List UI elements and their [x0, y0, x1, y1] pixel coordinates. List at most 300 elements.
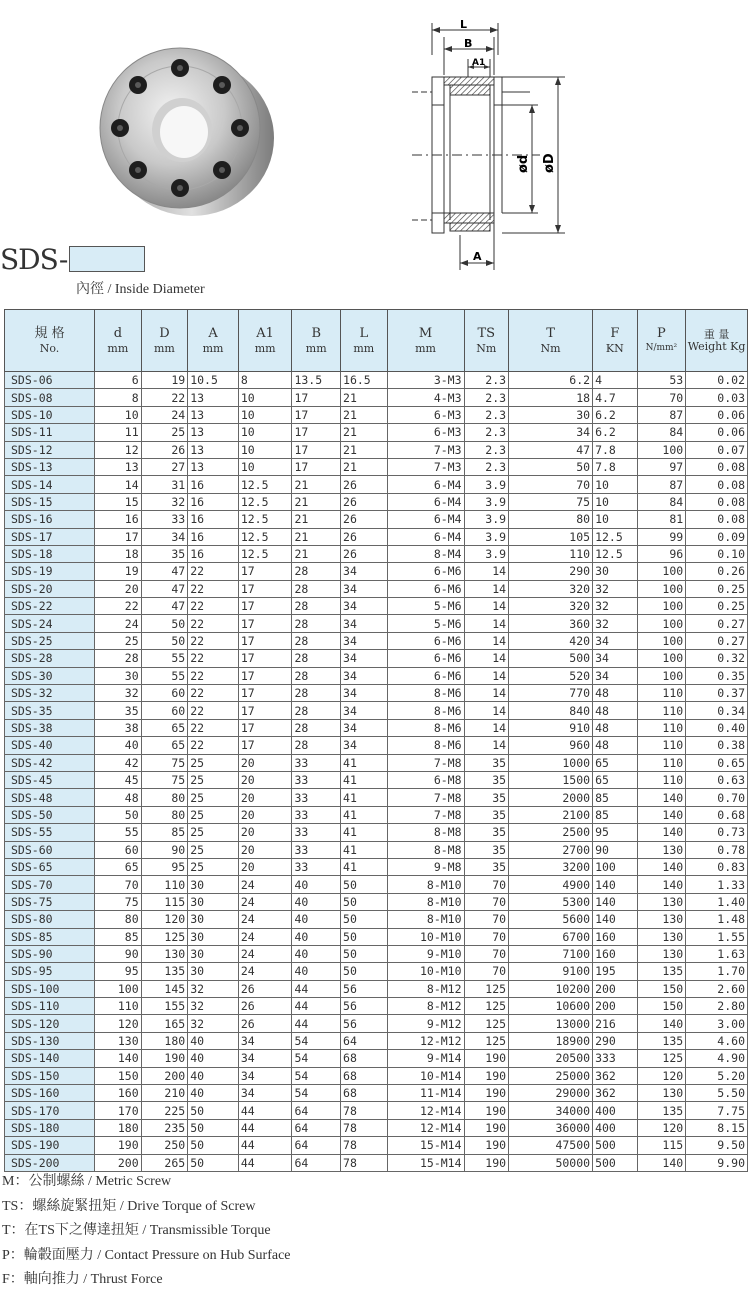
- dim-L-label: L: [460, 18, 468, 31]
- table-cell: 21: [341, 441, 388, 458]
- table-cell: 53: [637, 372, 686, 389]
- table-cell: 110: [637, 771, 686, 788]
- table-cell: 290: [509, 563, 593, 580]
- table-cell: 28: [292, 615, 341, 632]
- table-cell: 13.5: [292, 372, 341, 389]
- table-cell: 333: [593, 1050, 638, 1067]
- table-cell: 34: [238, 1085, 292, 1102]
- table-cell: 33: [292, 771, 341, 788]
- model-number-cell: SDS-55: [5, 824, 95, 841]
- table-cell: 26: [341, 493, 388, 510]
- table-cell: 34: [341, 563, 388, 580]
- table-cell: 10: [238, 406, 292, 423]
- table-cell: 25: [188, 858, 239, 875]
- table-cell: 9-M8: [387, 858, 464, 875]
- table-cell: 17: [95, 528, 142, 545]
- table-cell: 0.07: [686, 441, 748, 458]
- header-unit: mm: [153, 341, 175, 355]
- table-cell: 28: [292, 719, 341, 736]
- table-cell: 54: [292, 1067, 341, 1084]
- table-cell: 48: [593, 719, 638, 736]
- model-number-cell: SDS-48: [5, 789, 95, 806]
- table-cell: 9-M10: [387, 945, 464, 962]
- table-row: [5, 1015, 748, 1032]
- table-cell: 0.27: [686, 632, 748, 649]
- model-number-cell: SDS-13: [5, 458, 95, 475]
- table-cell: 0.78: [686, 841, 748, 858]
- table-cell: 8-M8: [387, 824, 464, 841]
- table-cell: 65: [141, 737, 188, 754]
- table-cell: 110: [141, 876, 188, 893]
- table-cell: 80: [95, 911, 142, 928]
- table-cell: 33: [292, 858, 341, 875]
- table-cell: 35: [464, 858, 509, 875]
- table-cell: 12-M12: [387, 1032, 464, 1049]
- table-cell: 160: [95, 1085, 142, 1102]
- table-cell: 6-M6: [387, 563, 464, 580]
- table-row: [5, 1102, 748, 1119]
- table-cell: 4.7: [593, 389, 638, 406]
- table-cell: 8-M4: [387, 545, 464, 562]
- table-cell: 17: [238, 632, 292, 649]
- table-cell: 110: [637, 737, 686, 754]
- table-cell: 15-M14: [387, 1137, 464, 1154]
- table-cell: 45: [95, 771, 142, 788]
- table-cell: 12.5: [238, 545, 292, 562]
- table-cell: 13000: [509, 1015, 593, 1032]
- table-cell: 360: [509, 615, 593, 632]
- table-cell: 35: [141, 545, 188, 562]
- table-cell: 20: [238, 806, 292, 823]
- table-cell: 40: [188, 1032, 239, 1049]
- table-cell: 18900: [509, 1032, 593, 1049]
- table-cell: 150: [95, 1067, 142, 1084]
- table-cell: 26: [238, 998, 292, 1015]
- table-cell: 34: [341, 615, 388, 632]
- table-cell: 13: [188, 424, 239, 441]
- header-main: M: [418, 325, 433, 341]
- table-cell: 34: [238, 1050, 292, 1067]
- table-cell: 120: [637, 1119, 686, 1136]
- table-cell: 90: [95, 945, 142, 962]
- table-cell: 34: [593, 667, 638, 684]
- table-cell: 25: [188, 824, 239, 841]
- table-row: [5, 928, 748, 945]
- table-cell: 125: [637, 1050, 686, 1067]
- table-cell: 10: [238, 424, 292, 441]
- table-cell: 6-M3: [387, 424, 464, 441]
- table-cell: 140: [95, 1050, 142, 1067]
- table-cell: 110: [95, 998, 142, 1015]
- table-cell: 50: [341, 963, 388, 980]
- table-row: [5, 824, 748, 841]
- table-cell: 70: [464, 928, 509, 945]
- table-cell: 320: [509, 580, 593, 597]
- model-number-cell: SDS-30: [5, 667, 95, 684]
- table-cell: 78: [341, 1119, 388, 1136]
- table-cell: 64: [292, 1137, 341, 1154]
- table-cell: 28: [292, 563, 341, 580]
- table-cell: 30: [188, 945, 239, 962]
- table-cell: 35: [464, 754, 509, 771]
- table-cell: 30: [188, 911, 239, 928]
- table-cell: 40: [188, 1085, 239, 1102]
- table-cell: 26: [341, 545, 388, 562]
- table-cell: 95: [141, 858, 188, 875]
- table-cell: 17: [238, 719, 292, 736]
- model-code: [0, 243, 145, 276]
- table-cell: 17: [238, 563, 292, 580]
- table-cell: 0.37: [686, 685, 748, 702]
- table-cell: 120: [637, 1067, 686, 1084]
- table-row: [5, 389, 748, 406]
- table-row: [5, 372, 748, 389]
- header-unit: mm: [353, 341, 375, 355]
- table-cell: 8-M6: [387, 737, 464, 754]
- table-cell: 80: [141, 806, 188, 823]
- table-cell: 50: [141, 615, 188, 632]
- table-cell: 17: [238, 580, 292, 597]
- table-cell: 2500: [509, 824, 593, 841]
- table-cell: 90: [593, 841, 638, 858]
- table-cell: 0.83: [686, 858, 748, 875]
- table-cell: 60: [141, 702, 188, 719]
- table-cell: 3.00: [686, 1015, 748, 1032]
- table-cell: 16: [188, 528, 239, 545]
- table-cell: 50: [341, 893, 388, 910]
- table-cell: 100: [637, 580, 686, 597]
- table-cell: 30: [188, 876, 239, 893]
- table-cell: 35: [464, 824, 509, 841]
- table-cell: 110: [509, 545, 593, 562]
- table-cell: 0.38: [686, 737, 748, 754]
- table-cell: 28: [292, 667, 341, 684]
- table-cell: 32: [188, 1015, 239, 1032]
- table-cell: 50: [509, 458, 593, 475]
- table-cell: 130: [637, 928, 686, 945]
- table-cell: 130: [637, 893, 686, 910]
- table-cell: 40: [188, 1050, 239, 1067]
- table-cell: 130: [637, 945, 686, 962]
- table-cell: 50: [188, 1102, 239, 1119]
- table-cell: 68: [341, 1067, 388, 1084]
- model-number-cell: SDS-45: [5, 771, 95, 788]
- model-number-cell: SDS-160: [5, 1085, 95, 1102]
- table-cell: 24: [238, 876, 292, 893]
- header-unit: mm: [305, 341, 327, 355]
- table-cell: 25: [188, 806, 239, 823]
- table-cell: 21: [341, 406, 388, 423]
- table-cell: 0.08: [686, 476, 748, 493]
- table-cell: 0.70: [686, 789, 748, 806]
- table-cell: 50: [141, 632, 188, 649]
- table-cell: 3200: [509, 858, 593, 875]
- table-cell: 50: [188, 1154, 239, 1171]
- table-cell: 12.5: [238, 476, 292, 493]
- table-cell: 41: [341, 789, 388, 806]
- table-cell: 44: [238, 1119, 292, 1136]
- table-cell: 8-M6: [387, 719, 464, 736]
- table-cell: 44: [292, 980, 341, 997]
- table-cell: 40: [292, 893, 341, 910]
- table-cell: 6.2: [509, 372, 593, 389]
- table-cell: 20: [238, 754, 292, 771]
- table-cell: 130: [95, 1032, 142, 1049]
- model-number-cell: SDS-80: [5, 911, 95, 928]
- table-cell: 8-M12: [387, 998, 464, 1015]
- header-main: 重 量: [703, 327, 730, 341]
- model-number-cell: SDS-200: [5, 1154, 95, 1171]
- table-cell: 16: [188, 545, 239, 562]
- table-cell: 0.08: [686, 511, 748, 528]
- table-cell: 70: [509, 476, 593, 493]
- table-cell: 7-M3: [387, 458, 464, 475]
- table-cell: 35: [464, 806, 509, 823]
- table-cell: 18: [95, 545, 142, 562]
- table-cell: 190: [95, 1137, 142, 1154]
- table-cell: 840: [509, 702, 593, 719]
- table-cell: 97: [637, 458, 686, 475]
- table-cell: 22: [188, 650, 239, 667]
- table-row: [5, 911, 748, 928]
- table-cell: 110: [637, 719, 686, 736]
- table-cell: 34: [141, 528, 188, 545]
- table-cell: 100: [637, 667, 686, 684]
- table-cell: 12.5: [238, 493, 292, 510]
- table-cell: 6-M4: [387, 493, 464, 510]
- table-cell: 0.35: [686, 667, 748, 684]
- table-cell: 362: [593, 1085, 638, 1102]
- table-cell: 14: [464, 580, 509, 597]
- table-cell: 180: [141, 1032, 188, 1049]
- table-cell: 17: [238, 685, 292, 702]
- table-cell: 54: [292, 1050, 341, 1067]
- table-cell: 12.5: [238, 511, 292, 528]
- table-row: [5, 876, 748, 893]
- table-cell: 8-M6: [387, 702, 464, 719]
- table-cell: 26: [341, 476, 388, 493]
- table-cell: 33: [141, 511, 188, 528]
- table-cell: 8-M10: [387, 911, 464, 928]
- table-cell: 13: [188, 441, 239, 458]
- table-cell: 24: [238, 963, 292, 980]
- table-row: [5, 771, 748, 788]
- table-cell: 44: [292, 998, 341, 1015]
- table-cell: 17: [238, 615, 292, 632]
- table-cell: 44: [238, 1137, 292, 1154]
- model-number-cell: SDS-06: [5, 372, 95, 389]
- table-cell: 65: [141, 719, 188, 736]
- table-cell: 1.63: [686, 945, 748, 962]
- table-cell: 28: [95, 650, 142, 667]
- table-cell: 190: [464, 1154, 509, 1171]
- model-number-cell: SDS-22: [5, 598, 95, 615]
- table-cell: 47: [141, 598, 188, 615]
- table-cell: 8: [95, 389, 142, 406]
- header-cell: [464, 310, 509, 372]
- table-cell: 5.50: [686, 1085, 748, 1102]
- table-cell: 6-M4: [387, 511, 464, 528]
- table-cell: 22: [141, 389, 188, 406]
- table-cell: 2000: [509, 789, 593, 806]
- table-cell: 130: [141, 945, 188, 962]
- table-cell: 90: [141, 841, 188, 858]
- model-number-cell: SDS-85: [5, 928, 95, 945]
- table-cell: 70: [464, 893, 509, 910]
- header-cell: [141, 310, 188, 372]
- table-cell: 17: [292, 406, 341, 423]
- table-cell: 12: [95, 441, 142, 458]
- table-cell: 200: [593, 998, 638, 1015]
- model-number-cell: SDS-24: [5, 615, 95, 632]
- table-cell: 8-M8: [387, 841, 464, 858]
- table-cell: 22: [188, 737, 239, 754]
- table-cell: 140: [593, 893, 638, 910]
- table-row: [5, 893, 748, 910]
- table-row: [5, 998, 748, 1015]
- header-cell: [637, 310, 686, 372]
- table-row: [5, 528, 748, 545]
- model-number-cell: SDS-20: [5, 580, 95, 597]
- table-cell: 7-M8: [387, 754, 464, 771]
- table-cell: 250: [141, 1137, 188, 1154]
- table-cell: 47: [141, 580, 188, 597]
- table-cell: 165: [141, 1015, 188, 1032]
- table-cell: 17: [292, 458, 341, 475]
- table-cell: 22: [188, 719, 239, 736]
- header-main: A1: [256, 325, 274, 341]
- header-cell: [95, 310, 142, 372]
- table-cell: 34: [341, 685, 388, 702]
- table-cell: 78: [341, 1154, 388, 1171]
- table-cell: 1500: [509, 771, 593, 788]
- table-cell: 30: [188, 893, 239, 910]
- model-number-cell: SDS-16: [5, 511, 95, 528]
- table-cell: 17: [292, 389, 341, 406]
- table-cell: 125: [464, 1015, 509, 1032]
- model-number-cell: SDS-28: [5, 650, 95, 667]
- table-cell: 125: [464, 1032, 509, 1049]
- table-cell: 38: [95, 719, 142, 736]
- table-cell: 5-M6: [387, 615, 464, 632]
- table-cell: 14: [464, 615, 509, 632]
- model-number-cell: SDS-08: [5, 389, 95, 406]
- table-cell: 70: [464, 876, 509, 893]
- table-cell: 30: [509, 406, 593, 423]
- table-cell: 200: [593, 980, 638, 997]
- table-cell: 2.60: [686, 980, 748, 997]
- table-cell: 34: [593, 632, 638, 649]
- table-cell: 70: [637, 389, 686, 406]
- table-cell: 22: [188, 632, 239, 649]
- table-cell: 110: [637, 702, 686, 719]
- table-cell: 14: [464, 650, 509, 667]
- table-cell: 21: [292, 511, 341, 528]
- table-cell: 11: [95, 424, 142, 441]
- table-cell: 14: [95, 476, 142, 493]
- table-row: [5, 719, 748, 736]
- table-cell: 50: [188, 1119, 239, 1136]
- table-row: [5, 945, 748, 962]
- table-cell: 150: [637, 998, 686, 1015]
- table-row: [5, 858, 748, 875]
- table-cell: 6.2: [593, 424, 638, 441]
- table-cell: 30: [188, 928, 239, 945]
- table-cell: 41: [341, 858, 388, 875]
- table-cell: 2.3: [464, 441, 509, 458]
- header-main: d: [113, 325, 123, 341]
- table-cell: 22: [188, 598, 239, 615]
- table-row: [5, 580, 748, 597]
- table-row: [5, 458, 748, 475]
- model-number-cell: SDS-14: [5, 476, 95, 493]
- model-number-cell: SDS-42: [5, 754, 95, 771]
- table-cell: 75: [509, 493, 593, 510]
- table-cell: 50000: [509, 1154, 593, 1171]
- header-main: B: [311, 325, 322, 341]
- table-cell: 0.25: [686, 598, 748, 615]
- spec-table-header: [5, 310, 748, 372]
- table-cell: 6-M8: [387, 771, 464, 788]
- table-cell: 41: [341, 806, 388, 823]
- table-cell: 0.02: [686, 372, 748, 389]
- table-cell: 9.90: [686, 1154, 748, 1171]
- table-cell: 48: [593, 737, 638, 754]
- table-cell: 34: [341, 702, 388, 719]
- table-cell: 500: [509, 650, 593, 667]
- table-cell: 75: [141, 754, 188, 771]
- table-cell: 2.3: [464, 389, 509, 406]
- table-cell: 960: [509, 737, 593, 754]
- table-cell: 14: [464, 667, 509, 684]
- model-number-cell: SDS-17: [5, 528, 95, 545]
- table-cell: 34: [341, 719, 388, 736]
- table-cell: 18: [509, 389, 593, 406]
- table-cell: 10: [593, 493, 638, 510]
- table-cell: 100: [593, 858, 638, 875]
- table-row: [5, 841, 748, 858]
- table-row: [5, 789, 748, 806]
- table-cell: 16.5: [341, 372, 388, 389]
- header-cell: [341, 310, 388, 372]
- table-cell: 68: [341, 1085, 388, 1102]
- table-cell: 7-M8: [387, 789, 464, 806]
- model-number-cell: SDS-95: [5, 963, 95, 980]
- table-cell: 60: [95, 841, 142, 858]
- table-cell: 6.2: [593, 406, 638, 423]
- table-cell: 70: [95, 876, 142, 893]
- table-cell: 2.3: [464, 458, 509, 475]
- table-cell: 0.25: [686, 580, 748, 597]
- table-row: [5, 754, 748, 771]
- table-cell: 27: [141, 458, 188, 475]
- table-cell: 0.40: [686, 719, 748, 736]
- table-cell: 25: [188, 771, 239, 788]
- table-cell: 14: [464, 719, 509, 736]
- table-cell: 40: [292, 928, 341, 945]
- table-cell: 140: [637, 789, 686, 806]
- table-cell: 21: [341, 389, 388, 406]
- table-cell: 87: [637, 406, 686, 423]
- table-cell: 68: [341, 1050, 388, 1067]
- table-row: [5, 667, 748, 684]
- table-cell: 48: [593, 702, 638, 719]
- table-cell: 33: [292, 841, 341, 858]
- table-row: [5, 598, 748, 615]
- table-cell: 770: [509, 685, 593, 702]
- spec-table-body: [5, 372, 748, 1172]
- table-cell: 32: [141, 493, 188, 510]
